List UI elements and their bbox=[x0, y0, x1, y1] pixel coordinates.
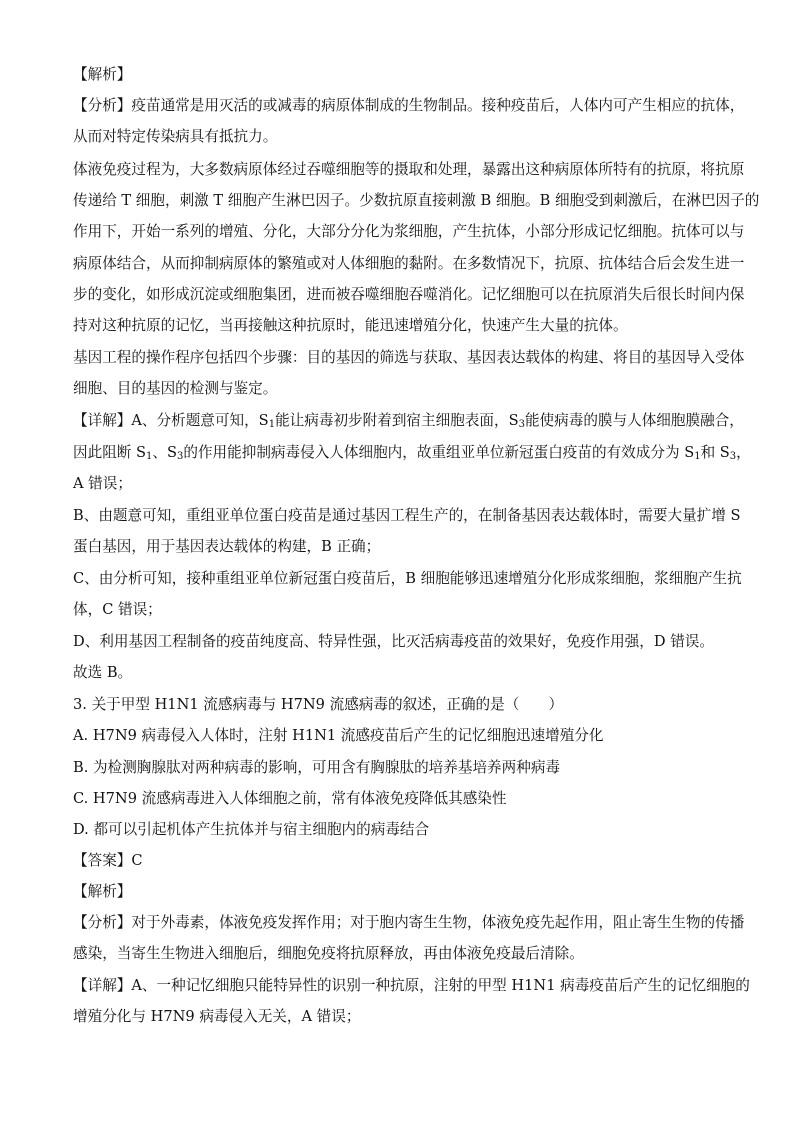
text-line: 【分析】对于外毒素，体液免疫发挥作用；对于胞内寄生生物，体液免疫先起作用，阻止寄生生物的传播 bbox=[73, 914, 745, 931]
text-line: 作用下，开始一系列的增殖、分化，大部分分化为浆细胞，产生抗体，小部分形成记忆细胞。抗体可以与 bbox=[73, 223, 745, 240]
answer-label: 【答案】 bbox=[73, 852, 132, 869]
text-line: 体液免疫过程为，大多数病原体经过吞噬细胞等的摄取和处理，暴露出这种病原体所特有的抗原，将抗原 bbox=[73, 161, 745, 178]
question-stem: 3. 关于甲型 H1N1 流感病毒与 H7N9 流感病毒的叙述，正确的是（ ） bbox=[73, 696, 564, 713]
text-line: B、由题意可知，重组亚单位蛋白疫苗是通过基因工程生产的，在制备基因表达载体时，需要大量扩增 S bbox=[73, 507, 741, 524]
answer-line bbox=[73, 854, 143, 869]
text-line: 因此阻断 $S_1$、$S_3$的作用能抑制病毒侵入人体细胞内，故重组亚单位新冠蛋白疫苗的有效成分为 $S_1$和 $S_3$， bbox=[73, 444, 751, 462]
question-option-a: A. H7N9 病毒侵入人体时，注射 H1N1 流感疫苗后产生的记忆细胞迅速增殖分化 bbox=[73, 727, 604, 744]
text-line: 传递给 T 细胞，刺激 T 细胞产生淋巴因子。少数抗原直接刺激 B 细胞。B 细胞受到刺激后，在淋巴因子的 bbox=[73, 192, 760, 209]
text-line: 体，C 错误； bbox=[73, 601, 162, 618]
text-line: 【分析】疫苗通常是用灭活的或减毒的病原体制成的生物制品。接种疫苗后，人体内可产生相应的抗体， bbox=[73, 97, 745, 114]
text-line: 从而对特定传染病具有抵抗力。 bbox=[73, 128, 278, 145]
answer-value: C bbox=[131, 852, 143, 869]
question-option-d: D. 都可以引起机体产生抗体并与宿主细胞内的病毒结合 bbox=[73, 821, 430, 838]
section-label-xiangjie-2: 【详解】 bbox=[73, 977, 132, 994]
text-line: 病原体结合，从而抑制病原体的繁殖或对人体细胞的黏附。在多数情况下，抗原、抗体结合后会发生进一 bbox=[73, 255, 745, 272]
text-line: 【详解】A、一种记忆细胞只能特异性的识别一种抗原，注射的甲型 H1N1 病毒疫苗后产生的记忆细胞的 bbox=[73, 977, 750, 994]
text-line: 感染，当寄生生物进入细胞后，细胞免疫将抗原释放，再由体液免疫最后清除。 bbox=[73, 945, 584, 962]
text-line: C、由分析可知，接种重组亚单位新冠蛋白疫苗后，B 细胞能够迅速增殖分化形成浆细胞，浆细胞产生抗 bbox=[73, 570, 742, 587]
text-line: 持对这种抗原的记忆，当再接触这种抗原时，能迅速增殖分化，快速产生大量的抗体。 bbox=[73, 317, 628, 334]
text-line: 增殖分化与 H7N9 病毒侵入无关，A 错误； bbox=[73, 1008, 361, 1025]
text-line: 基因工程的操作程序包括四个步骤：目的基因的筛选与获取、基因表达载体的构建、将目的基因导入受体 bbox=[73, 349, 745, 366]
text-line: 细胞、目的基因的检测与鉴定。 bbox=[73, 380, 278, 397]
question-option-c: C. H7N9 流感病毒进入人体细胞之前，常有体液免疫降低其感染性 bbox=[73, 790, 507, 807]
text-line: 故选 B。 bbox=[73, 664, 133, 681]
question-option-b: B. 为检测胸腺肽对两种病毒的影响，可用含有胸腺肽的培养基培养两种病毒 bbox=[73, 759, 561, 776]
section-label-fenxi-2: 【分析】 bbox=[73, 914, 132, 931]
text-line: 蛋白基因，用于基因表达载体的构建，B 正确； bbox=[73, 538, 381, 555]
text-line: D、利用基因工程制备的疫苗纯度高、特异性强，比灭活病毒疫苗的效果好，免疫作用强，D 错误。 bbox=[73, 633, 714, 650]
section-label-jiexi: 【解析】 bbox=[73, 66, 132, 83]
section-label-xiangjie: 【详解】 bbox=[73, 412, 132, 429]
text-line: 步的变化，如形成沉淀或细胞集团，进而被吞噬细胞吞噬消化。记忆细胞可以在抗原消失后很长时间内保 bbox=[73, 286, 745, 303]
text-line: A 错误； bbox=[73, 475, 132, 492]
text-line: 【详解】A、分析题意可知，$S_1$能让病毒初步附着到宿主细胞表面，$S_3$能使病毒的膜与人体细胞膜融合， bbox=[73, 412, 744, 430]
section-label-fenxi: 【分析】 bbox=[73, 97, 132, 114]
section-label-jiexi-2: 【解析】 bbox=[73, 883, 132, 900]
